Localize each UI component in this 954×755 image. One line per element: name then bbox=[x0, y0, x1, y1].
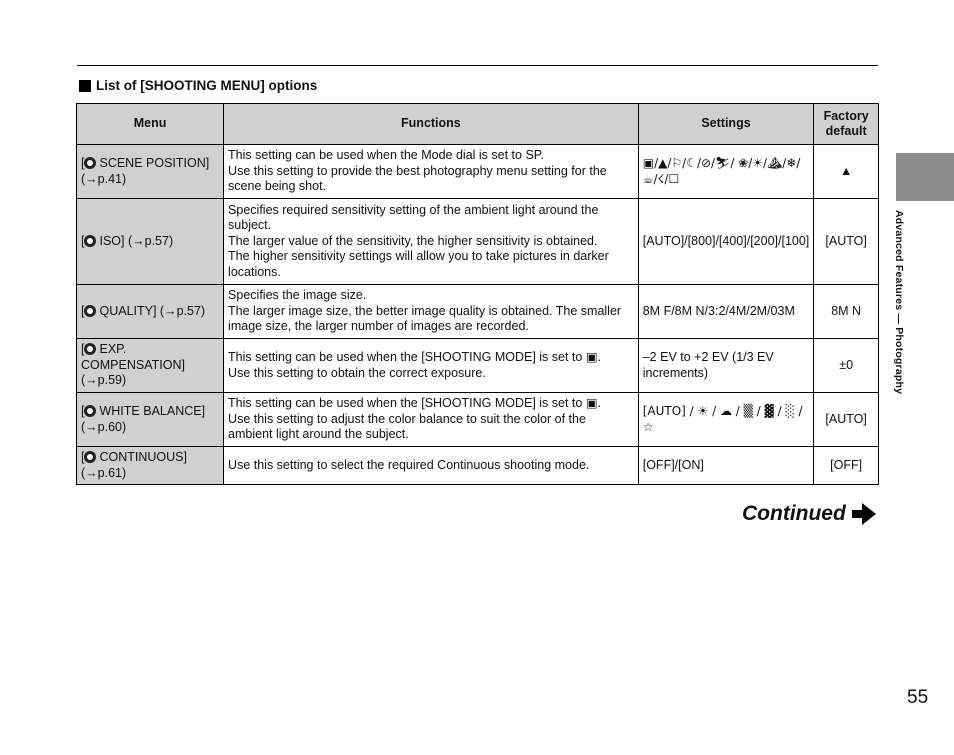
page-number: 55 bbox=[907, 687, 929, 708]
menu-cell: [ QUALITY] (→p.57) bbox=[77, 285, 224, 339]
chapter-tab bbox=[896, 153, 954, 201]
shooting-menu-table bbox=[76, 103, 879, 485]
menu-cell: [ CONTINUOUS] (→p.61) bbox=[77, 447, 224, 485]
header-row bbox=[77, 104, 879, 145]
settings-cell: [AUTO] / ☀ / ☁ / ▒ / ▓ / ░ / ☆ bbox=[638, 393, 814, 447]
header-menu: Menu bbox=[77, 104, 224, 145]
default-cell: 8M N bbox=[814, 285, 879, 339]
functions-cell: Use this setting to select the required Continuous shooting mode. bbox=[224, 447, 639, 485]
quality-icon bbox=[84, 305, 96, 317]
settings-cell: [OFF]/[ON] bbox=[638, 447, 814, 485]
table-row bbox=[77, 285, 879, 339]
table-row bbox=[77, 393, 879, 447]
exp-compensation-icon bbox=[84, 343, 96, 355]
header-functions: Functions bbox=[224, 104, 639, 145]
chapter-label: Advanced Features — Photography bbox=[893, 210, 905, 395]
iso-icon bbox=[84, 235, 96, 247]
table-row bbox=[77, 145, 879, 199]
table-row bbox=[77, 447, 879, 485]
menu-cell: [ WHITE BALANCE] (→p.60) bbox=[77, 393, 224, 447]
section-heading bbox=[79, 78, 317, 93]
top-rule bbox=[77, 65, 878, 66]
functions-cell: This setting can be used when the Mode dial is set to SP. Use this setting to provide the best photography menu setting for the scene being shot. bbox=[224, 145, 639, 199]
settings-cell: [AUTO]/[800]/[400]/[200]/[100] bbox=[638, 199, 814, 285]
default-cell: [AUTO] bbox=[814, 393, 879, 447]
table-row bbox=[77, 199, 879, 285]
table-row bbox=[77, 339, 879, 393]
menu-cell: [ EXP. COMPENSATION] (→p.59) bbox=[77, 339, 224, 393]
header-default: Factory default bbox=[814, 104, 879, 145]
default-cell: [AUTO] bbox=[814, 199, 879, 285]
functions-cell: Specifies required sensitivity setting of the ambient light around the subject. The larger value of the sensitivity, the higher sensitivity is obtained. The higher sensitivity settings will allow you to take pictures in darker locations. bbox=[224, 199, 639, 285]
white-balance-icon bbox=[84, 405, 96, 417]
continued-label: Continued bbox=[742, 502, 876, 526]
settings-cell: –2 EV to +2 EV (1/3 EV increments) bbox=[638, 339, 814, 393]
heading-text: List of [SHOOTING MENU] options bbox=[96, 78, 318, 93]
functions-cell: This setting can be used when the [SHOOTING MODE] is set to ▣. Use this setting to adjust the color balance to suit the color of the ambient light around the subject. bbox=[224, 393, 639, 447]
menu-cell: [ ISO] (→p.57) bbox=[77, 199, 224, 285]
settings-cell: 8M F/8M N/3:2/4M/2M/03M bbox=[638, 285, 814, 339]
default-cell: [OFF] bbox=[814, 447, 879, 485]
functions-cell: Specifies the image size. The larger image size, the better image quality is obtained. The smaller image size, the larger number of images are recorded. bbox=[224, 285, 639, 339]
header-settings: Settings bbox=[638, 104, 814, 145]
default-cell: ▲ bbox=[814, 145, 879, 199]
default-cell: ±0 bbox=[814, 339, 879, 393]
functions-cell: This setting can be used when the [SHOOTING MODE] is set to ▣. Use this setting to obtain the correct exposure. bbox=[224, 339, 639, 393]
settings-cell: ▣/▲/⚐/☾/⊘/⛷/ ❀/☀/⛰/❄/☕/☇/☐ bbox=[638, 145, 814, 199]
menu-cell: [ SCENE POSITION] (→p.41) bbox=[77, 145, 224, 199]
scene-position-icon bbox=[84, 157, 96, 169]
arrow-right-icon bbox=[862, 503, 876, 525]
square-bullet-icon bbox=[79, 80, 91, 92]
continuous-icon bbox=[84, 451, 96, 463]
